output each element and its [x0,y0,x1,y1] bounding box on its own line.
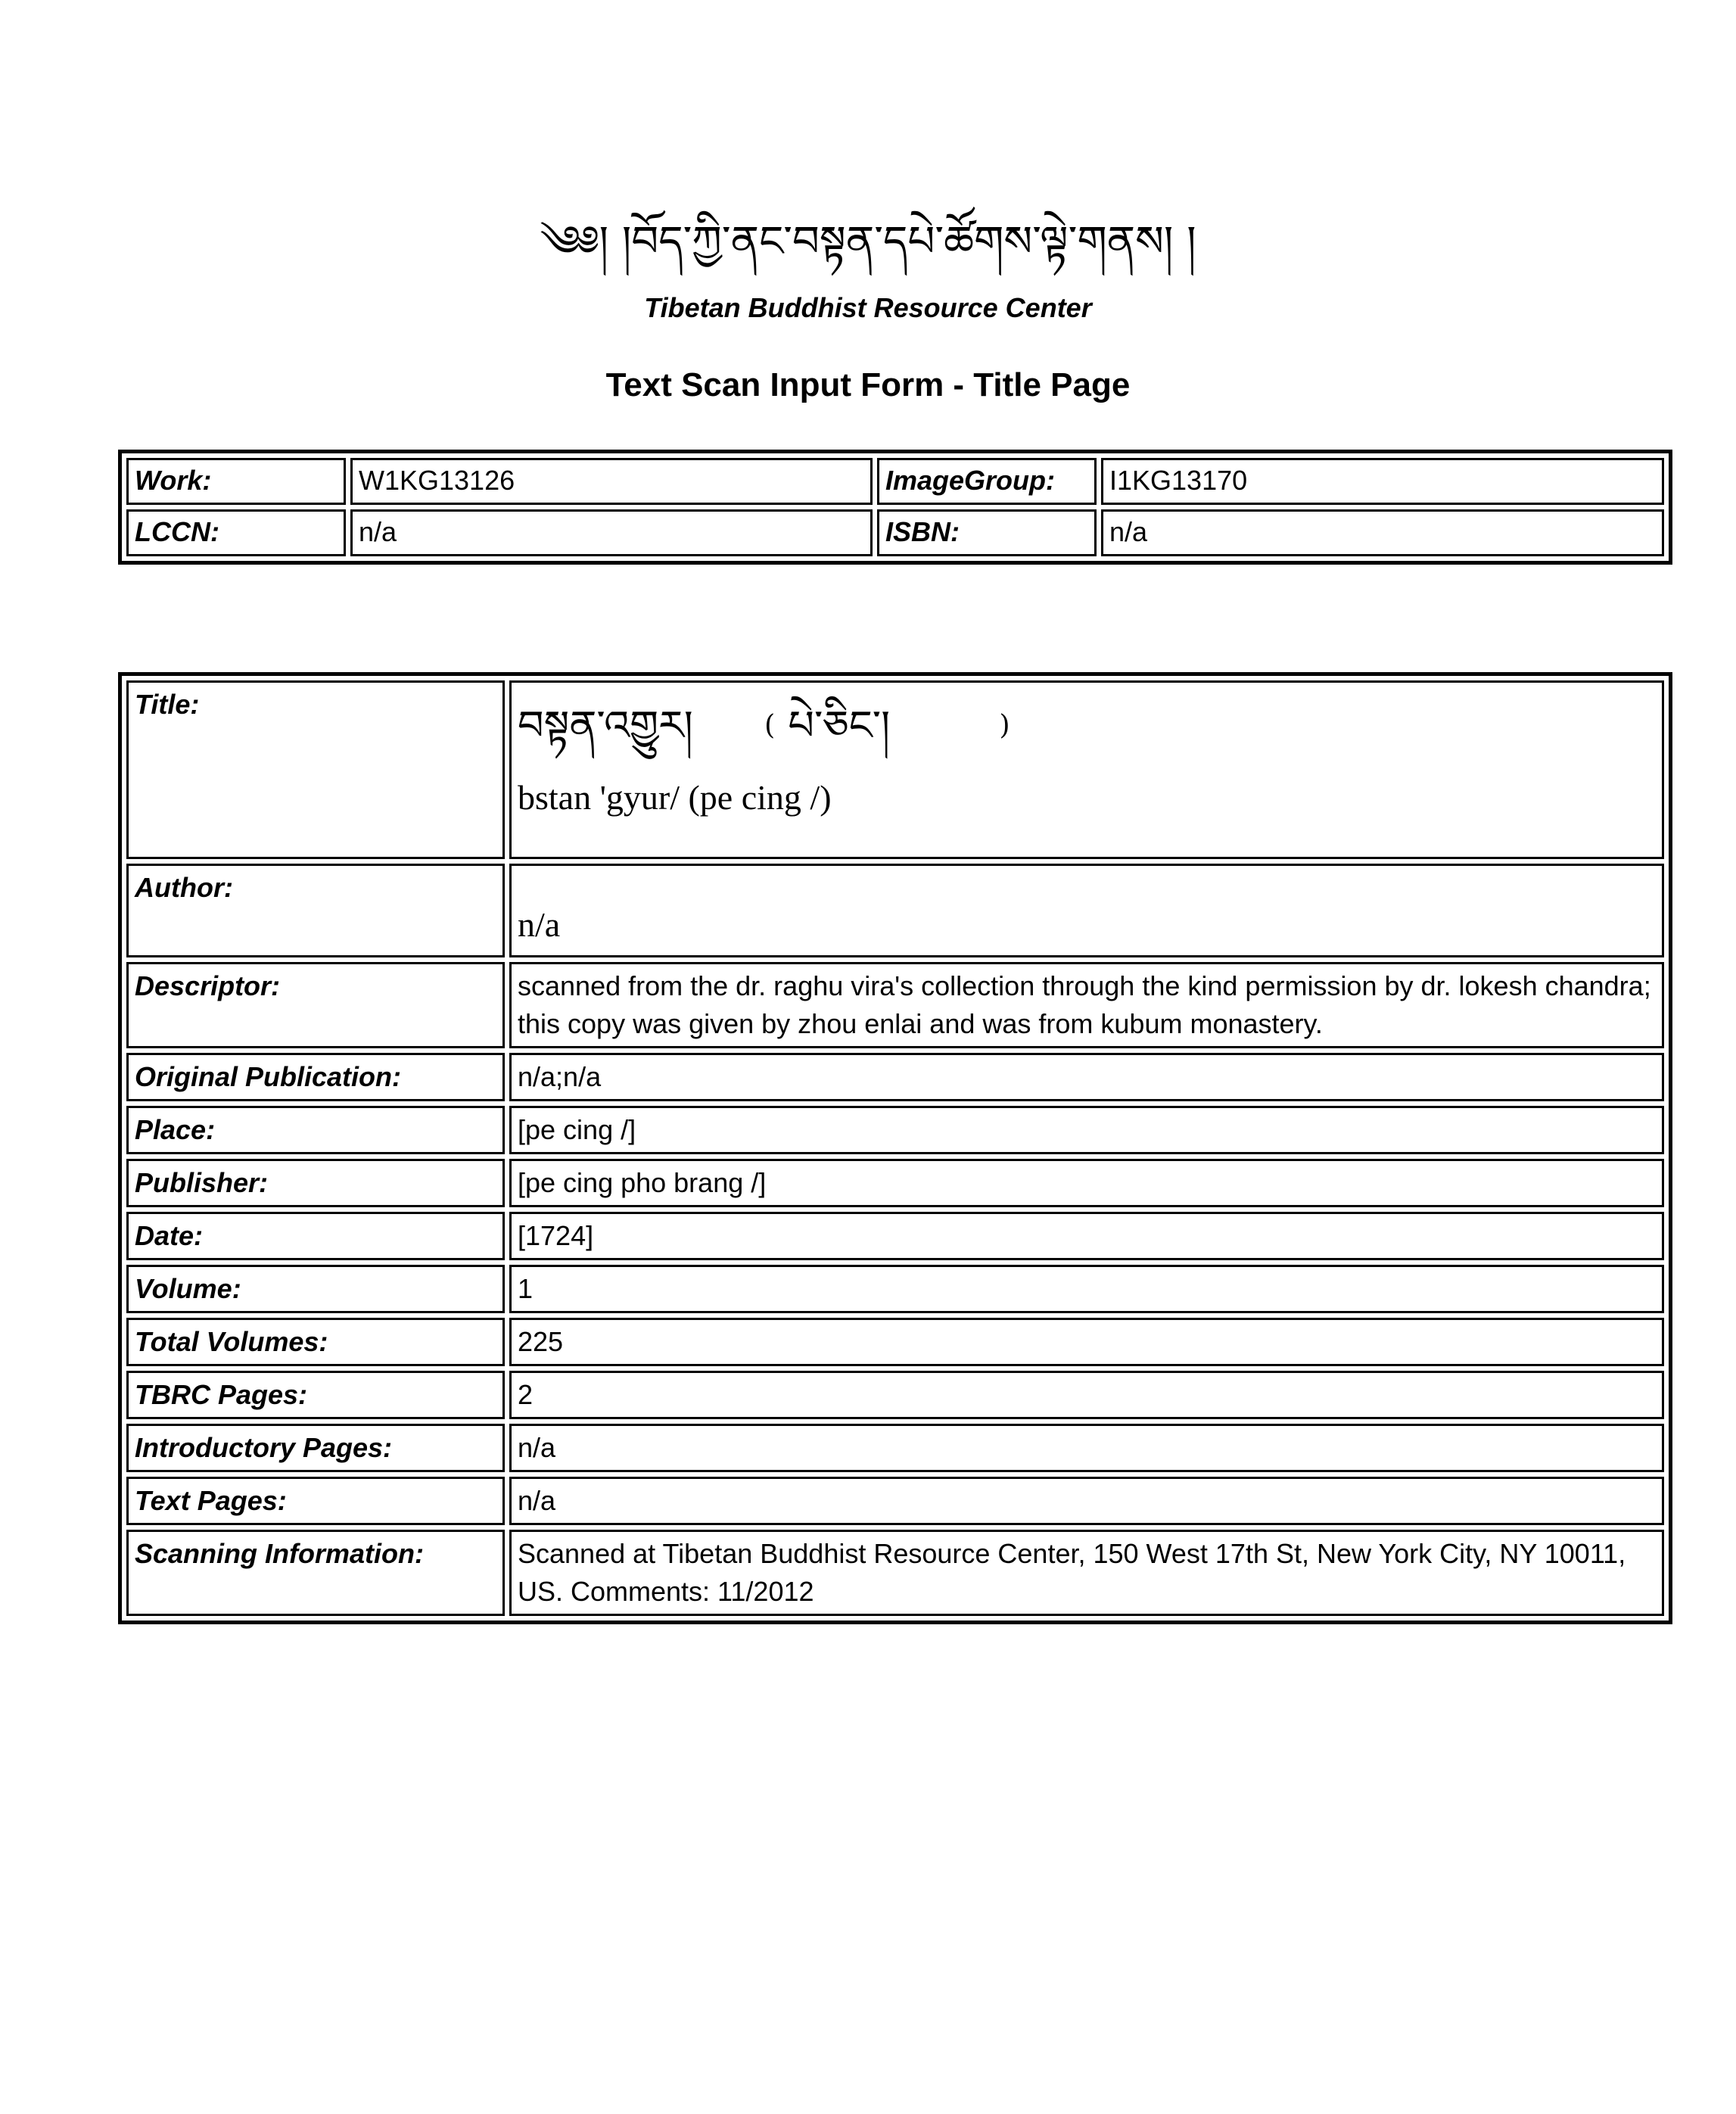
work-value: W1KG13126 [350,458,873,505]
identifier-row-lccn [126,509,1664,556]
title-value [509,680,1664,859]
imagegroup-value: I1KG13170 [1101,458,1664,505]
scanning-information-value: Scanned at Tibetan Buddhist Resource Center, 150 West 17th St, New York City, NY 10011, US. Comments: 11/2012 [509,1530,1664,1616]
scanning-information-label: Scanning Information: [126,1530,505,1616]
row-title [126,680,1664,859]
row-publisher [126,1159,1664,1207]
lccn-value: n/a [350,509,873,556]
tbrc-pages-label: TBRC Pages: [126,1371,505,1419]
identifier-row-work [126,458,1664,505]
place-value: [pe cing /] [509,1106,1664,1154]
identifier-table [118,450,1672,565]
imagegroup-label: ImageGroup: [877,458,1097,505]
tbrc-pages-value: 2 [509,1371,1664,1419]
lccn-label: LCCN: [126,509,346,556]
isbn-label: ISBN: [877,509,1097,556]
place-label: Place: [126,1106,505,1154]
title-tibetan-line [518,692,1656,760]
row-text-pages [126,1477,1664,1525]
introductory-pages-value: n/a [509,1424,1664,1472]
text-pages-label: Text Pages: [126,1477,505,1525]
tibetan-header-title: ༄༅། །བོད་ཀྱི་ནང་བསྟན་དཔེ་ཚོགས་ལྟེ་གནས། ། [540,217,1196,266]
row-descriptor [126,962,1664,1048]
original-publication-label: Original Publication: [126,1053,505,1101]
introductory-pages-label: Introductory Pages: [126,1424,505,1472]
author-label: Author: [126,864,505,957]
descriptor-label: Descriptor: [126,962,505,1048]
original-publication-value: n/a;n/a [509,1053,1664,1101]
row-original-publication [126,1053,1664,1101]
date-label: Date: [126,1212,505,1260]
author-cell [509,864,1664,957]
row-author [126,864,1664,957]
row-volume [126,1265,1664,1313]
publisher-label: Publisher: [126,1159,505,1207]
row-date [126,1212,1664,1260]
row-tbrc-pages [126,1371,1664,1419]
total-volumes-label: Total Volumes: [126,1318,505,1366]
publisher-value: [pe cing pho brang /] [509,1159,1664,1207]
row-scanning-information [126,1530,1664,1616]
author-value: n/a [518,905,561,944]
row-place [126,1106,1664,1154]
work-label: Work: [126,458,346,505]
title-paren-open: ( [764,710,776,741]
title-tibetan-place: པེ་ཅིང་། [788,702,891,749]
title-tibetan: བསྟན་འགྱུར། [518,702,693,749]
total-volumes-value: 225 [509,1318,1664,1366]
metadata-table [118,672,1672,1624]
title-paren-close: ) [999,710,1010,741]
title-label: Title: [126,680,505,859]
form-title: Text Scan Input Form - Title Page [605,366,1131,403]
organization-name: Tibetan Buddhist Resource Center [644,292,1092,323]
title-latin: bstan 'gyur/ (pe cing /) [518,778,832,817]
text-pages-value: n/a [509,1477,1664,1525]
volume-label: Volume: [126,1265,505,1313]
descriptor-value: scanned from the dr. raghu vira's collection through the kind permission by dr. lokesh chandra; this copy was given by zhou enlai and was from kubum monastery. [509,962,1664,1048]
volume-value: 1 [509,1265,1664,1313]
row-introductory-pages [126,1424,1664,1472]
date-value: [1724] [509,1212,1664,1260]
row-total-volumes [126,1318,1664,1366]
isbn-value: n/a [1101,509,1664,556]
